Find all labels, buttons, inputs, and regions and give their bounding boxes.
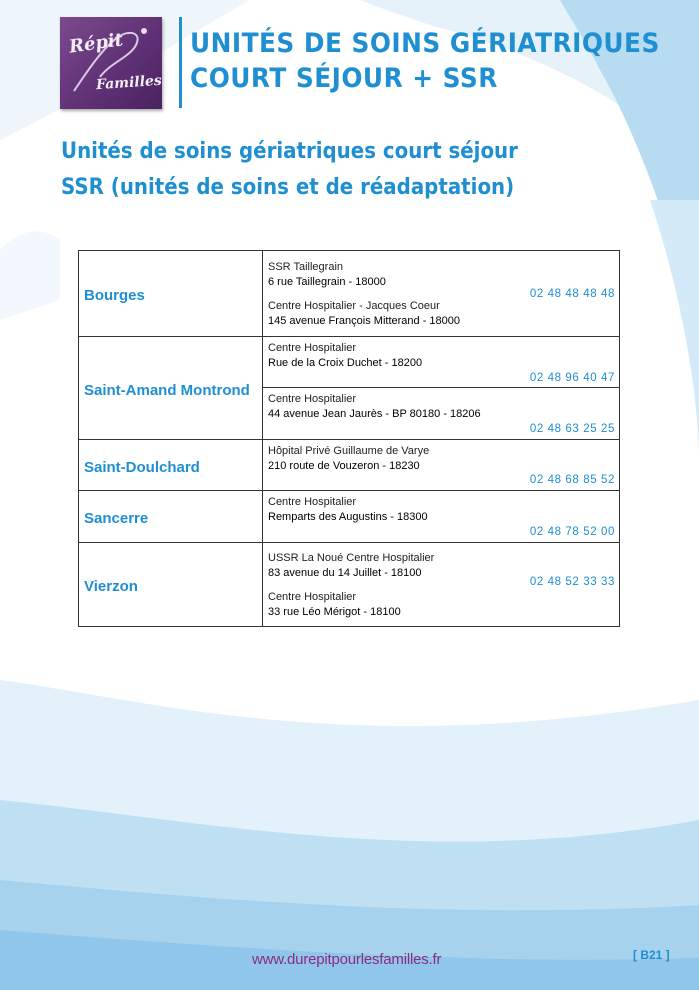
facility-entry	[263, 491, 619, 528]
facility-name: Hôpital Privé Guillaume de Varye	[268, 445, 430, 457]
facility-cell	[263, 491, 620, 543]
section-title-line2: SSR (unités de soins et de réadaptation)	[61, 175, 515, 200]
facility-subcell	[263, 387, 619, 439]
facility-address: 210 route de Vouzeron - 18230	[268, 460, 420, 472]
facility-entry	[263, 256, 619, 293]
phone-number: 02 48 52 33 33	[529, 576, 615, 588]
facility-name: USSR La Noué Centre Hospitalier	[268, 551, 435, 564]
facility-address: 33 rue Léo Mérigot - 18100	[268, 605, 401, 618]
facility-cell	[263, 251, 620, 337]
facility-cell	[263, 440, 620, 491]
facility-name: Centre Hospitalier - Jacques Coeur	[268, 299, 440, 312]
city-name: Saint-Amand Montrond	[79, 337, 263, 440]
table-row	[79, 543, 620, 627]
facility-entry	[263, 584, 619, 623]
facility-cell	[263, 337, 620, 440]
table-row	[79, 440, 620, 491]
city-name: Bourges	[79, 251, 263, 337]
facility-name: Centre Hospitalier	[268, 590, 357, 603]
website-link[interactable]: www.durepitpourlesfamilles.fr	[252, 951, 442, 968]
facility-subcell	[263, 337, 619, 387]
facility-name: SSR Taillegrain	[268, 260, 344, 273]
page-title-line2: COURT SÉJOUR + SSR	[190, 63, 498, 94]
facility-name: Centre Hospitalier	[268, 393, 357, 405]
facility-address: 6 rue Taillegrain - 18000	[268, 275, 386, 288]
page-number: [ B21 ]	[633, 948, 670, 962]
table-row	[79, 491, 620, 543]
city-name: Sancerre	[79, 491, 263, 543]
facility-entry	[263, 337, 619, 374]
facility-name: Centre Hospitalier	[268, 496, 357, 508]
facility-address: 44 avenue Jean Jaurès - BP 80180 - 18206	[268, 408, 481, 420]
logo-text-line2: Familles	[95, 72, 162, 94]
facility-entry	[263, 388, 619, 425]
phone-number: 02 48 63 25 25	[529, 423, 615, 435]
city-name: Saint-Doulchard	[79, 440, 263, 491]
table-row	[79, 337, 620, 440]
facility-address: Rue de la Croix Duchet - 18200	[268, 357, 423, 369]
phone-number: 02 48 48 48 48	[529, 288, 615, 300]
facility-entry	[263, 440, 619, 477]
phone-number: 02 48 68 85 52	[529, 474, 615, 486]
logo-text-line1: Répit	[67, 29, 125, 58]
facility-address: 83 avenue du 14 Juillet - 18100	[268, 566, 422, 579]
facility-name: Centre Hospitalier	[268, 342, 357, 354]
facility-address: Remparts des Augustins - 18300	[268, 511, 428, 523]
city-name: Vierzon	[79, 543, 263, 627]
phone-number: 02 48 96 40 47	[529, 372, 615, 384]
page-title-line1: UNITÉS DE SOINS GÉRIATRIQUES	[190, 28, 660, 59]
logo	[60, 17, 162, 109]
facility-address: 145 avenue François Mitterand - 18000	[268, 314, 461, 327]
title-divider	[179, 17, 182, 108]
facilities-table	[78, 250, 620, 627]
facility-cell	[263, 543, 620, 627]
phone-number: 02 48 78 52 00	[529, 526, 615, 538]
section-title-line1: Unités de soins gériatriques court séjour	[61, 139, 518, 164]
table-row	[79, 251, 620, 337]
